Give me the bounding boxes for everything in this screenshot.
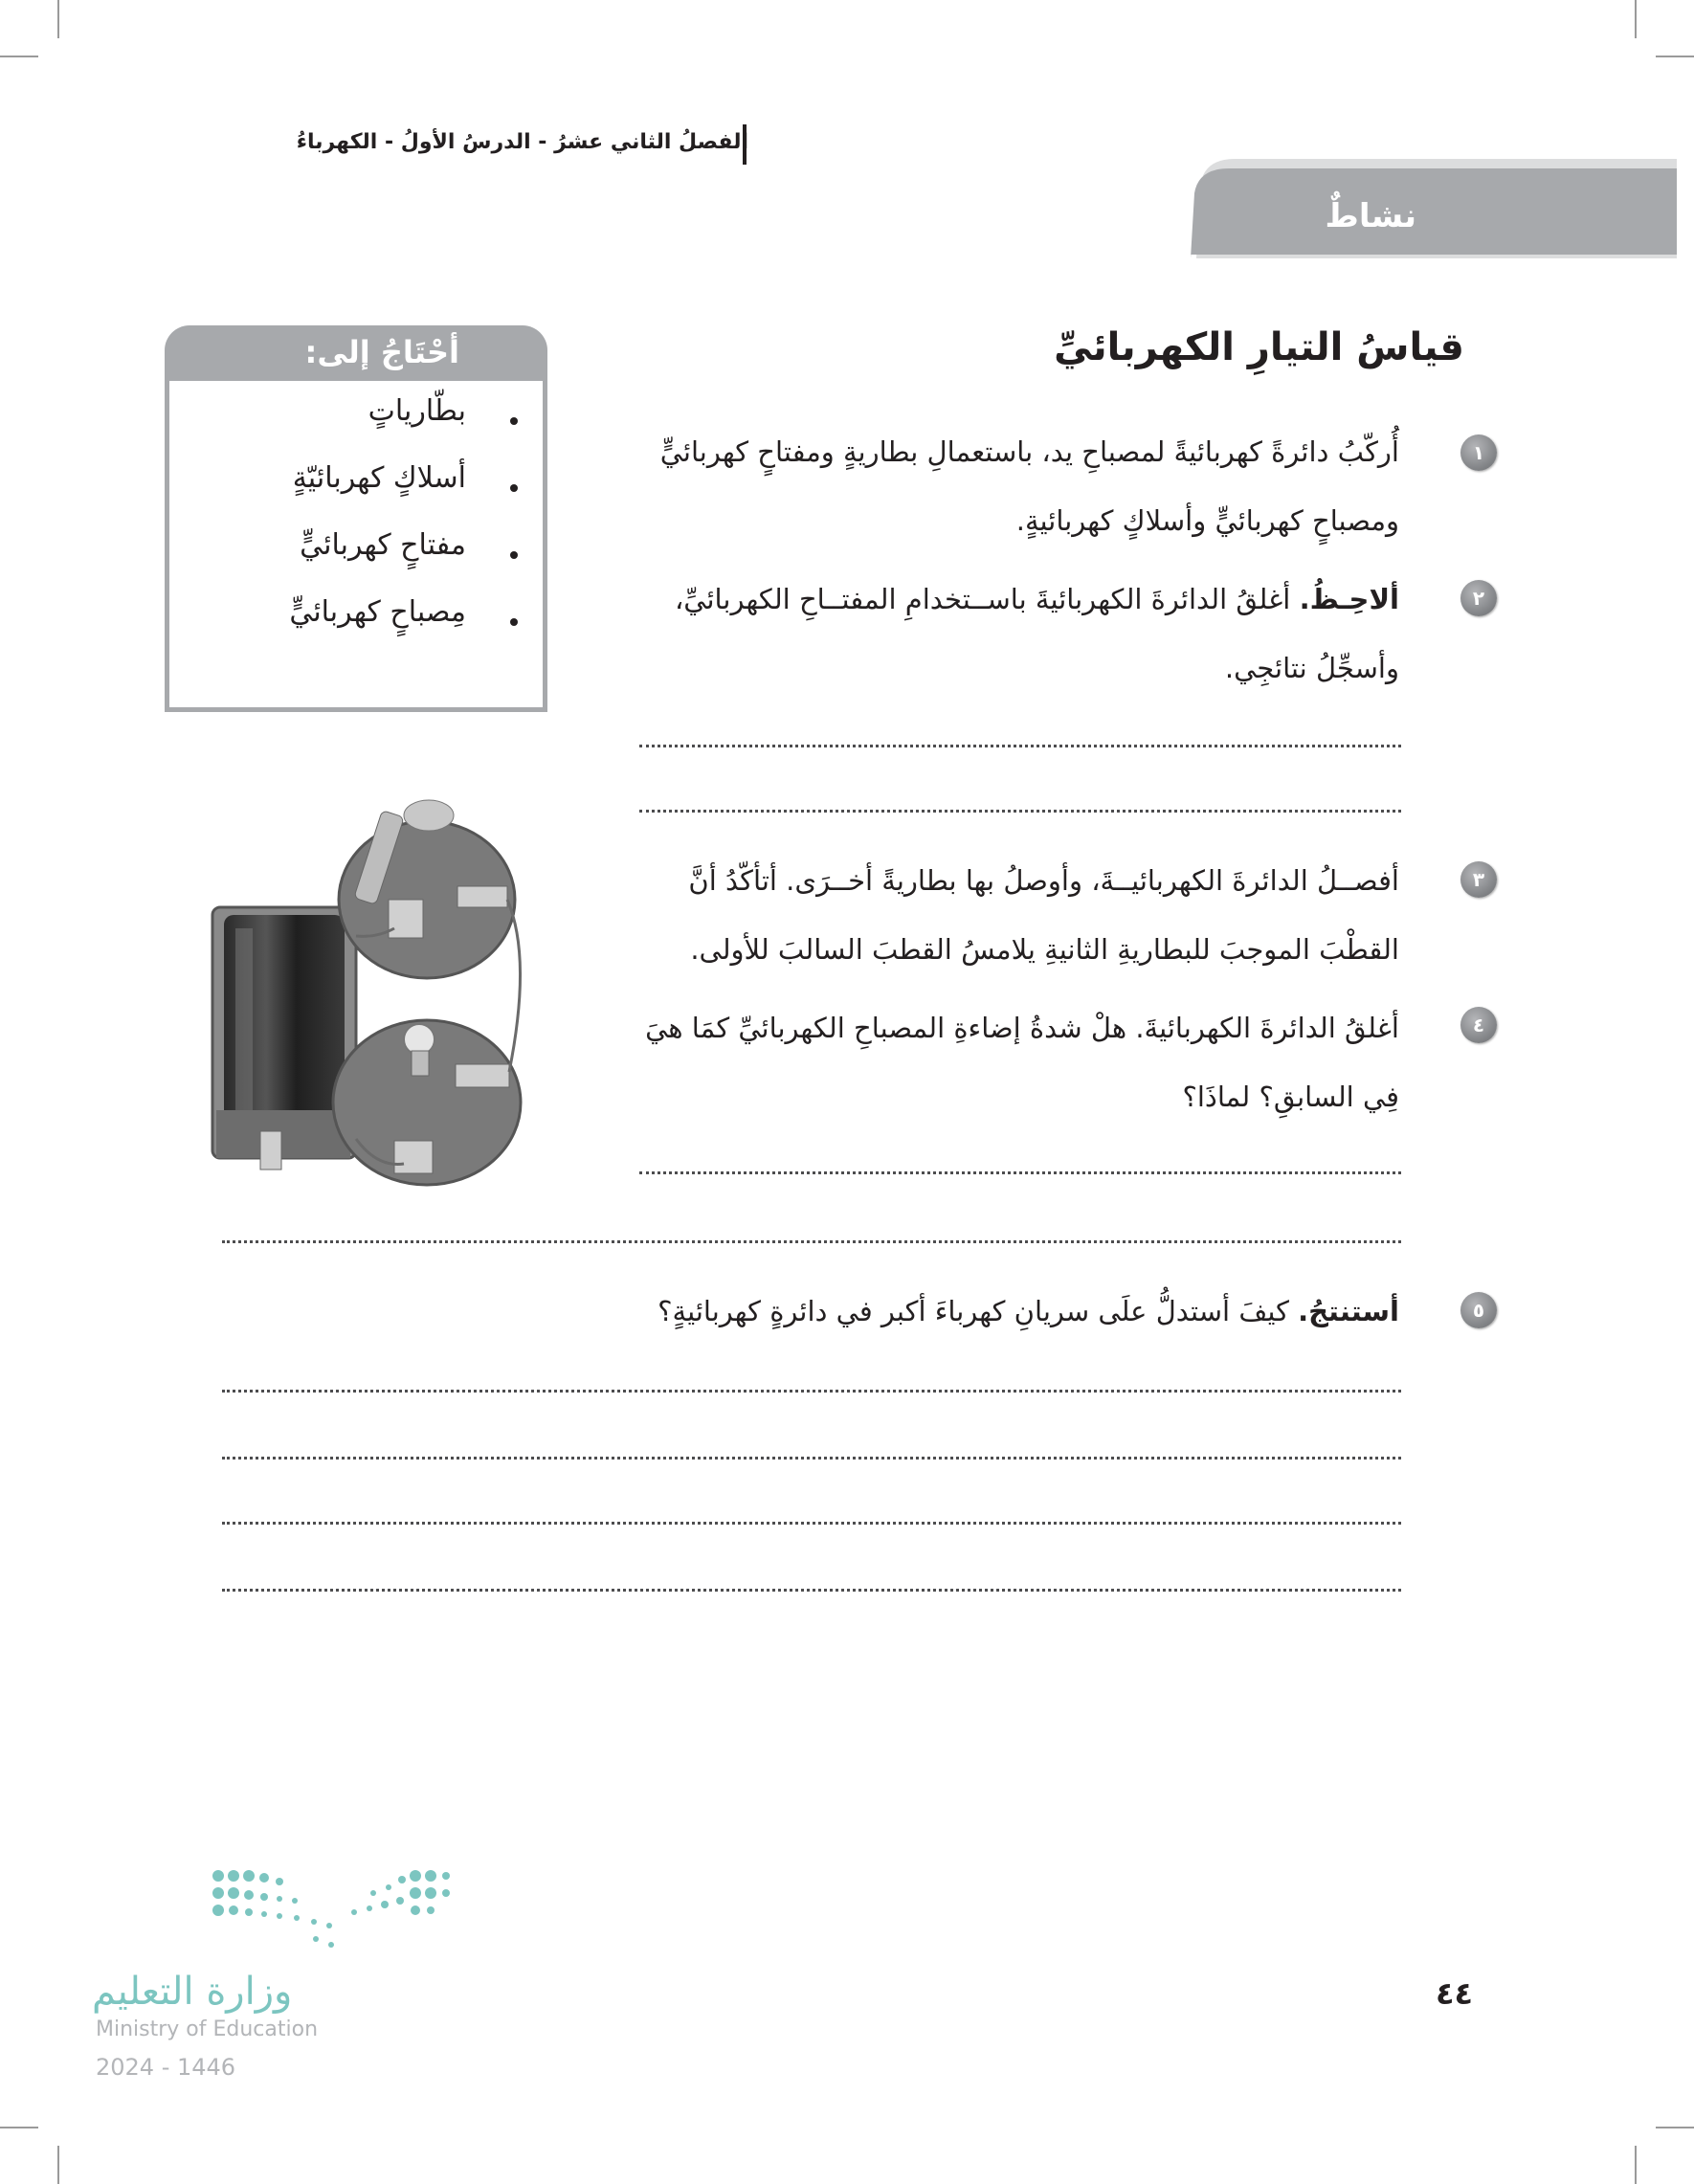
step-1-line-1: أُركّبُ دائرةً كهربائيةً لمصباحِ يد، باستعمالِ بطاريةٍ ومفتاحٍ كهربائيٍّ (659, 435, 1399, 468)
crop-mark (1635, 2146, 1637, 2184)
answer-line[interactable] (222, 1240, 1401, 1243)
step-5-lead: أستنتجُ. (1298, 1295, 1399, 1327)
answer-line[interactable] (639, 1171, 1401, 1174)
activity-title: قياسُ التيارِ الكهربائيِّ (1054, 325, 1464, 369)
step-4-line-2: فِي السابقِ؟ لماذَا؟ (1182, 1081, 1399, 1113)
answer-line[interactable] (639, 810, 1401, 813)
bullet-icon (510, 417, 518, 425)
circuit-illustration (207, 794, 551, 1196)
crop-mark (0, 56, 38, 57)
answer-line[interactable] (222, 1589, 1401, 1592)
step-number-3: ٣ (1460, 861, 1497, 898)
page-number: ٤٤ (1436, 1975, 1474, 2012)
step-1-line-2: ومصباحٍ كهربائيٍّ وأسلاكٍ كهربائيةٍ. (1015, 504, 1399, 537)
materials-item-label: مفتاحٍ كهربائيٍّ (300, 528, 466, 562)
edition-year: 2024 - 1446 (96, 2054, 236, 2081)
step-2-line-1-body: أغلقُ الدائرةَ الكهربائيةَ باســتخدامِ المفتــاحِ الكهربائيِّ، (674, 583, 1291, 615)
step-4-line-1: أغلقُ الدائرةَ الكهربائيةَ. هلْ شدةُ إضاءةِ المصباحِ الكهربائيِّ كمَا هيَ (645, 1012, 1399, 1044)
step-5-line-1-body: كيفَ أستدلُّ علَى سريانِ كهرباءَ أكبر في دائرةٍ كهربائيةٍ؟ (658, 1295, 1289, 1327)
crop-mark (57, 2146, 59, 2184)
step-2-line-1 (634, 565, 1399, 634)
answer-line[interactable] (222, 1522, 1401, 1525)
materials-box (165, 325, 547, 712)
materials-heading: أحْتَاجُ إلى: (165, 325, 547, 381)
step-5-line-1 (634, 1277, 1399, 1346)
step-3-line-2: القطْبَ الموجبَ للبطاريةِ الثانيةِ يلامسُ القطبَ السالبَ للأولى. (690, 933, 1399, 966)
crop-mark (1656, 2127, 1694, 2128)
ministry-name-english: Ministry of Education (96, 2017, 319, 2041)
step-number-1: ١ (1460, 435, 1497, 471)
battery-holder (212, 907, 356, 1170)
answer-line[interactable] (639, 745, 1401, 747)
activity-tab (1191, 159, 1677, 258)
crop-mark (1656, 56, 1694, 57)
switch-base (339, 800, 515, 978)
crop-mark (1635, 0, 1637, 38)
bullet-icon (510, 484, 518, 492)
step-2-lead: ألاحِـظُ. (1299, 583, 1399, 615)
materials-item-label: مِصباحٍ كهربائيٍّ (289, 595, 466, 629)
ministry-name-arabic: وزارة التعليم (92, 1970, 293, 2014)
materials-item (300, 528, 466, 562)
materials-item-label: أسلاكٍ كهربائيّةٍ (292, 461, 466, 495)
step-2-text (634, 565, 1399, 702)
materials-item (293, 461, 466, 495)
bullet-icon (510, 551, 518, 559)
ministry-logo-icon (211, 1868, 450, 1954)
materials-list-panel (165, 381, 547, 712)
answer-line[interactable] (222, 1390, 1401, 1393)
step-2-line-2: وأسجِّلُ نتائجِي. (1224, 652, 1399, 684)
crop-mark (57, 0, 59, 38)
bullet-icon (510, 618, 518, 626)
step-number-4: ٤ (1460, 1007, 1497, 1043)
step-number-2: ٢ (1460, 580, 1497, 616)
crop-mark (0, 2127, 38, 2128)
materials-item-label: بطّارياتٍ (368, 394, 466, 428)
step-4-text (634, 993, 1399, 1131)
step-5-text (634, 1277, 1399, 1346)
step-3-line-1: أفصــلُ الدائرةَ الكهربائيــةَ، وأوصلُ بها بطاريةً أخــرَى. أتأكّدُ أنَّ (688, 864, 1399, 897)
running-head: الفصلُ الثاني عشرُ - الدرسُ الأولُ - الكهرباءُ (296, 130, 748, 154)
activity-tab-label: نشاطٌ (1325, 197, 1416, 235)
materials-item (368, 394, 466, 428)
materials-item (289, 595, 466, 629)
lamp-base (333, 1020, 521, 1185)
answer-line[interactable] (222, 1457, 1401, 1460)
step-1-text (634, 417, 1399, 555)
step-number-5: ٥ (1460, 1292, 1497, 1328)
step-3-text (634, 846, 1399, 984)
